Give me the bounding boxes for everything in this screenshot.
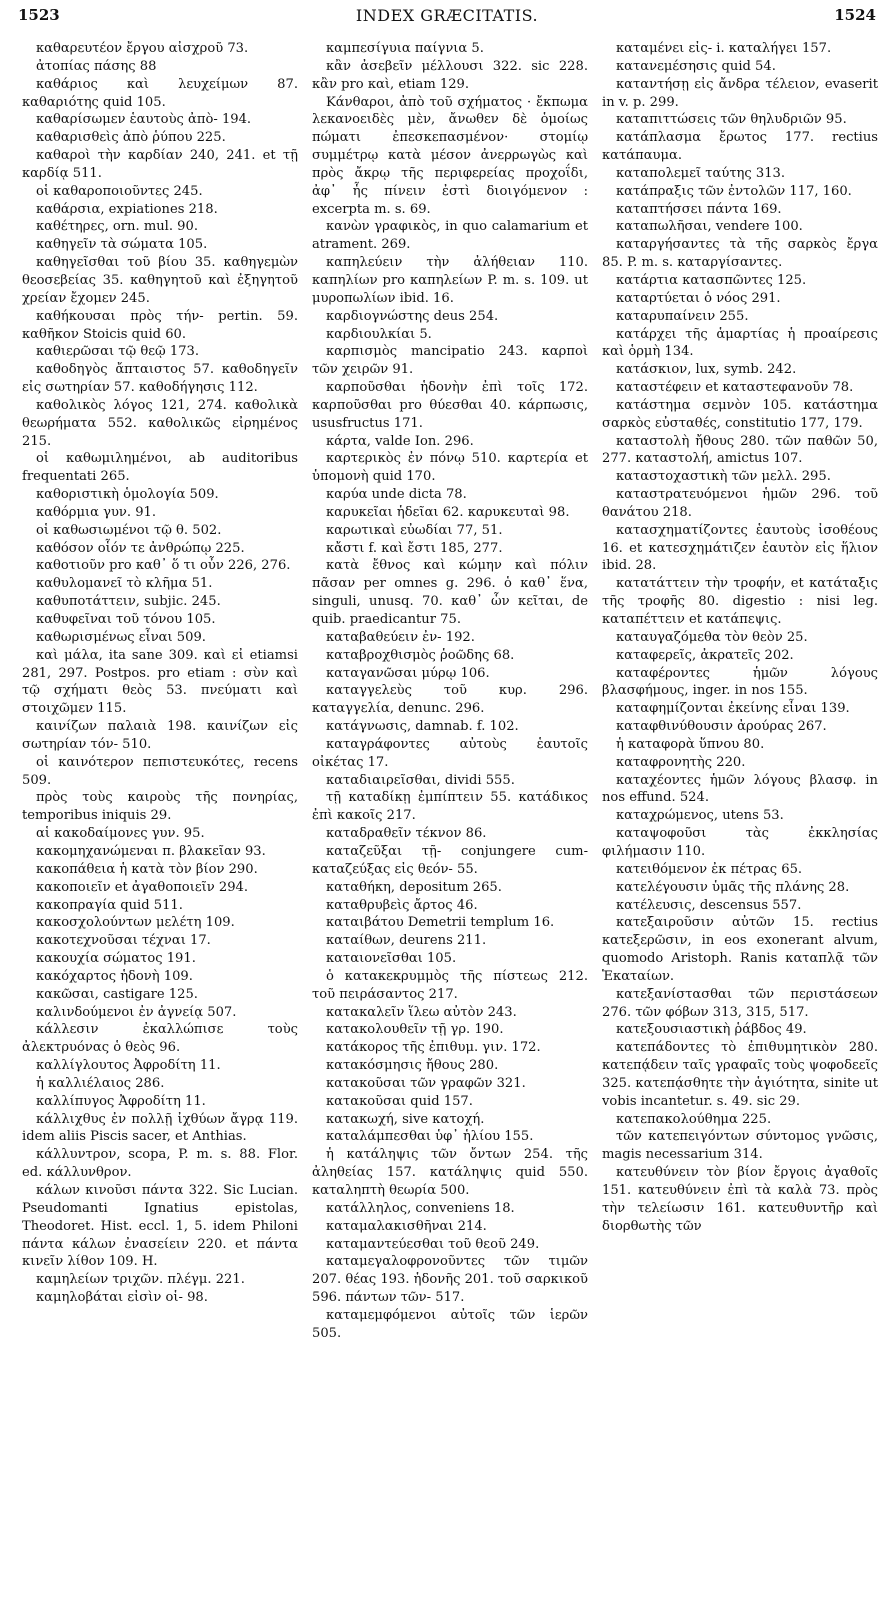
index-entry: ὁ κατακεκρυμμὸς τῆς πίστεως 212. τοῦ πειράσαντος 217. [312,968,588,1002]
index-entry: κατεπάδοντες τὸ ἐπιθυμητικὸν 280. κατεπᾴδειν ταῖς γραφαῖς τοὺς ψοφοδεεῖς 325. κατεπᾴσθητε τὴν ἁγιότητα, sinite ut vobis incantetur. s. 49. sic 29. [602,1040,878,1109]
index-entry: κατακοῦσαι τῶν γραφῶν 321. [326,1075,526,1091]
index-entry: κάρτα, valde Ion. 296. [326,433,474,449]
index-entry: κακοσχολούντων μελέτη 109. [36,915,235,931]
index-entry: τῶν κατεπειγόντων σύντομος γνῶσις, magis necessarium 314. [602,1129,878,1163]
index-entry: οἱ καθωσιωμένοι τῷ θ. 502. [36,522,222,538]
index-entry: καλλίγλουτος Ἀφροδίτη 11. [36,1058,221,1074]
index-entry: καταπολεμεῖ ταύτης 313. [616,165,786,181]
index-entry: ἡ κατάληψις τῶν ὄντων 254. τῆς ἀληθείας 157. κατάληψις quid 550. καταληπτὴ θεωρία 500. [312,1147,588,1198]
index-entry: καμηλοβάται εἰσὶν οἱ- 98. [36,1290,208,1306]
index-columns [22,40,878,1590]
index-entry: καταυγαζόμεθα τὸν θεὸν 25. [616,629,808,645]
index-entry: καταγανῶσαι μύρῳ 106. [326,665,490,681]
index-entry: καθηγεῖσθαι τοῦ βίου 35. καθηγεμὼν θεοσεβείας 35. καθηγητοῦ καὶ ἐξηγητοῦ χρείαν ἔχομεν 245. [22,255,298,306]
index-entry: καταπτήσσει πάντα 169. [616,201,782,217]
index-entry: καταστολὴ ἤθους 280. τῶν παθῶν 50, 277. καταστολή, amictus 107. [602,433,878,467]
index-entry: καθαρευτέον ἔργου αἰσχροῦ 73. [36,41,249,56]
index-entry: καταψοφοῦσι τὰς ἐκκλησίας φιλήμασιν 110. [602,826,878,859]
index-entry: καθιερῶσαι τῷ θεῷ 173. [36,344,200,360]
index-entry: κατάλληλος, conveniens 18. [326,1200,515,1216]
index-entry: καρδιογνώστης deus 254. [326,308,499,324]
index-entry: κατεπακολούθημα 225. [616,1111,772,1127]
index-entry: καπηλεύειν τὴν ἀλήθειαν 110. καπηλίων pro καπηλείων P. m. s. 109. ut μυροπωλίων ibid. 16. [312,255,588,306]
index-entry: καταδραθεῖν τέκνον 86. [326,826,487,842]
index-entry: κατακωχή, sive κατοχή. [326,1111,485,1127]
index-entry: καταλάμπεσθαι ὑφ᾽ ἡλίου 155. [326,1129,534,1145]
index-entry: καταφρονητὴς 220. [616,754,746,770]
index-entry: κάλων κινοῦσι πάντα 322. Sic Lucian. Pseudomanti Ignatius epistolas, Theodoret. Hist. eccl. 1, 5. idem Philoni πάντα κάλων ἐνασείειν 220. et πάντα κινεῖν λίθον 109. H. [22,1183,298,1270]
index-entry: κατέλευσις, descensus 557. [616,897,802,913]
index-entry: καθαρισθεὶς ἀπὸ ῥύπου 225. [36,130,226,146]
index-entry: καταρυπαίνειν 255. [616,308,749,324]
index-entry: καταστρατευόμενοι ἡμῶν 296. τοῦ θανάτου 218. [602,487,878,520]
index-entry: καταφερεῖς, ἀκρατεῖς 202. [616,647,794,663]
index-entry: καταπωλῆσαι, vendere 100. [616,219,803,235]
index-entry: κακοπραγία quid 511. [36,897,183,913]
index-entry: κακοποιεῖν et ἀγαθοποιεῖν 294. [36,879,249,895]
index-entry: κακομηχανώμεναι π. βλακεῖαν 93. [36,843,266,859]
index-entry: καταζεῦξαι τῇ- conjungere cum- καταζεύξας εἰς θεόν- 55. [312,843,588,877]
index-entry: καμπεσίγυια παίγνια 5. [326,41,484,56]
index-entry: καταφέροντες ἡμῶν λόγους βλασφήμους, inger. in nos 155. [602,665,878,699]
index-entry: κατάγνωσις, damnab. f. 102. [326,719,519,735]
index-entry: καθάριος καὶ λευχείμων 87. καθαριότης quid 105. [22,76,298,110]
index-entry: κακουχία σώματος 191. [36,951,196,967]
index-entry: κακοτεχνοῦσαι τέχναι 17. [36,933,211,949]
index-entry: ἡ καταφορὰ ὕπνου 80. [616,736,765,752]
index-entry: τῇ καταδίκῃ ἐμπίπτειν 55. κατάδικος ἐπὶ κακοῖς 217. [312,790,588,824]
index-entry: καταβαθεύειν ἐν- 192. [326,629,475,645]
index-entry: καὶ μάλα, ita sane 309. καὶ εἰ etiamsi 281, 297. Postpos. pro etiam : σὺν καὶ τῷ σχήματι θεὸς 53. πνεύματι καὶ στοιχῶμεν 115. [22,647,298,717]
index-entry: καθολικὸς λόγος 121, 274. καθολικὰ θεωρήματα 552. καθολικῶς εἰρημένος 215. [22,397,298,449]
index-entry: καινίζων παλαιὰ 198. καινίζων εἰς σωτηρίαν τόν- 510. [22,719,298,752]
index-entry: κατατάττειν τὴν τροφήν, et κατάταξις τῆς τροφῆς 80. digestio : nisi leg. καταπέττειν et κατάπεψις. [602,576,878,627]
index-entry: καταθήκη, depositum 265. [326,879,502,895]
index-entry: καρύα unde dicta 78. [326,487,467,503]
index-entry: ἡ καλλιέλαιος 286. [36,1075,165,1091]
index-entry: κατειθόμενον ἐκ πέτρας 65. [616,861,803,877]
index-entry: καταχέοντες ἡμῶν λόγους βλασφ. in nos effund. 524. [602,772,878,806]
index-entry: κατακολουθεῖν τῇ γρ. 190. [326,1022,504,1038]
index-entry: καταστέφειν et καταστεφανοῦν 78. [616,380,854,396]
index-entry: κακοπάθεια ἡ κατὰ τὸν βίον 290. [36,861,258,877]
page-number-left: 1523 [18,6,60,24]
index-entry: καθωρισμένως εἶναι 509. [36,629,206,645]
index-entry: καλινδούμενοι ἐν ἀγνείᾳ 507. [36,1004,237,1020]
page-number-right: 1524 [834,6,876,24]
index-entry: οἱ καθωμιλημένοι, ab auditoribus frequentati 265. [22,451,298,485]
index-entry: καμηλείων τριχῶν. πλέγμ. 221. [36,1272,245,1288]
index-entry: καταστοχαστικὴ τῶν μελλ. 295. [616,469,831,485]
index-entry: κατάπραξις τῶν ἐντολῶν 117, 160. [616,183,852,199]
index-entry: καλλίπυγος Ἀφροδίτη 11. [36,1093,206,1109]
index-entry: κατακοῦσαι quid 157. [326,1093,473,1109]
index-entry: καταντήσῃ εἰς ἄνδρα τέλειον, evaserit in v. p. 299. [602,76,878,110]
index-entry: κακῶσαι, castigare 125. [36,986,198,1002]
index-entry: κακόχαρτος ἡδονὴ 109. [36,968,193,984]
index-entry: καταφθινύθουσιν ἀρούρας 267. [616,719,827,735]
index-entry: καθοδηγὸς ἄπταιστος 57. καθοδηγεῖν εἰς σωτηρίαν 57. καθοδήγησις 112. [22,362,298,396]
index-entry: καταθρυβεὶς ἄρτος 46. [326,897,478,913]
index-entry: καθηγεῖν τὰ σώματα 105. [36,237,208,253]
index-entry: καταπιττώσεις τῶν θηλυδριῶν 95. [616,112,847,128]
index-entry: καταδιαιρεῖσθαι, dividi 555. [326,772,515,788]
index-entry: καρδιουλκίαι 5. [326,326,432,342]
index-entry: καρωτικαὶ εὐωδίαι 77, 51. [326,522,503,538]
index-entry: καταχρώμενος, utens 53. [616,808,784,824]
index-entry: καταρτύεται ὁ νόος 291. [616,290,781,306]
index-entry: κατελέγουσιν ὑμᾶς τῆς πλάνης 28. [616,879,850,895]
index-entry: καρποῦσθαι ἡδονὴν ἐπὶ τοῖς 172. καρποῦσθαι pro θύεσθαι 40. κάρπωσις, ususfructus 171. [312,380,588,431]
index-entry: κατεξουσιαστικὴ ῥάβδος 49. [616,1022,807,1038]
index-entry: κατακόσμησις ἤθους 280. [326,1058,499,1074]
index-entry: καθόσον οἷόν τε ἀνθρώπῳ 225. [36,540,245,556]
index-entry: καθήκουσαι πρὸς τήν- pertin. 59. καθῆκον Stoicis quid 60. [22,308,298,342]
index-entry: οἱ καινότερον πεπιστευκότες, recens 509. [22,754,298,788]
index-entry: καθυλομανεῖ τὸ κλῆμα 51. [36,576,213,592]
index-entry: καταμένει εἰς- i. καταλήγει 157. [616,41,832,56]
index-entry: κατάρτια κατασπῶντες 125. [616,272,807,288]
index-entry: καταμαλακισθῆναι 214. [326,1218,487,1234]
index-entry: κατανεμέσησις quid 54. [616,58,776,74]
index-entry: κἄστι f. καὶ ἔστι 185, 277. [326,540,503,556]
index-entry: καθαρίσωμεν ἑαυτοὺς ἀπὸ- 194. [36,112,252,128]
index-column-right [602,40,878,1590]
index-entry: κατάπλασμα ἔρωτος 177. rectius κατάπαυμα. [602,130,878,164]
index-entry: καθαροὶ τὴν καρδίαν 240, 241. et τῇ καρδίᾳ 511. [22,148,298,181]
index-entry: καταμαντεύεσθαι τοῦ θεοῦ 249. [326,1236,540,1252]
index-entry: καθοτιοῦν pro καθ᾽ ὅ τι οὖν 226, 276. [36,558,291,574]
index-entry: κάλλεσιν ἐκαλλώπισε τοὺς ἀλεκτρυόνας ὁ θεὸς 96. [22,1022,298,1056]
index-entry: καταβροχθισμὸς ῥοῶδης 68. [326,647,515,663]
index-column-left [22,40,298,1590]
index-entry: κατάσκιον, lux, symb. 242. [616,362,797,378]
index-entry: κατακαλεῖν ἵλεω αὐτὸν 243. [326,1004,517,1020]
index-entry: καθέτηρες, orn. mul. 90. [36,219,199,235]
index-entry: Κάνθαροι, ἀπὸ τοῦ σχήματος · ἔκπωμα λεκανοειδὲς μὲν, ἄνωθεν δὲ ὁμοίως πώματι ἐπεσκεπασμένον· στομίῳ συμμέτρῳ κατὰ μέσον ἀνερρωγὼς καὶ πρὸς ἄκρῳ τῆς περιφερείας προχοΐδι, ἀφ᾽ ἧς πίνειν ἐστὶ διοιγόμενον : excerpta m. s. 69. [312,94,588,217]
index-entry: καταίθων, deurens 211. [326,933,487,949]
index-column-middle [312,40,588,1590]
index-entry: καταιονεῖσθαι 105. [326,951,457,967]
index-entry: καταμεγαλοφρονοῦντες τῶν τιμῶν 207. θέας 193. ἡδονῆς 201. τοῦ σαρκικοῦ 596. πάντων τῶν- 517. [312,1254,588,1306]
index-entry: καταργήσαντες τὰ τῆς σαρκὸς ἔργα 85. P. m. s. καταργίσαντες. [602,237,878,271]
index-entry: κατάρχει τῆς ἁμαρτίας ἡ προαίρεσις καὶ ὁρμὴ 134. [602,326,878,360]
index-entry: κἂν ἀσεβεῖν μέλλουσι 322. sic 228. κἂν pro καὶ, etiam 129. [312,58,588,92]
index-entry: κατευθύνειν τὸν βίον ἔργοις ἀγαθοῖς 151. κατευθύνειν ἐπὶ τὰ καλὰ 73. πρὸς τὴν τελείωσιν 161. κατευθυντῆρ καὶ διορθωτὴς τῶν [602,1165,878,1234]
index-entry: καρυκεῖαι ἡδεῖαι 62. καρυκευταὶ 98. [326,504,570,520]
index-entry: ἀτοπίας πάσης 88 [36,58,157,74]
index-entry: καθυποτάττειν, subjic. 245. [36,594,221,610]
index-entry: καθόρμια γυν. 91. [36,504,157,520]
index-entry: αἱ κακοδαίμονες γυν. 95. [36,826,205,842]
index-entry: καταφημίζονται ἐκείνης εἶναι 139. [616,701,850,717]
index-entry: καθάρσια, expiationes 218. [36,201,218,217]
index-entry: κάλλιχθυς ἐν πολλῇ ἰχθύων ἄγρᾳ 119. idem aliis Piscis sacer, et Anthias. [22,1111,298,1145]
index-entry: κανὼν γραφικὸς, in quo calamarium et atrament. 269. [312,219,588,253]
index-entry: καθυφεῖναι τοῦ τόνου 105. [36,612,216,627]
index-entry: καρτερικὸς ἐν πόνῳ 510. καρτερία et ὑπομονὴ quid 170. [312,451,588,485]
index-entry: καρπισμὸς mancipatio 243. καρποὶ τῶν χειρῶν 91. [312,344,588,378]
index-entry: καταγγελεὺς τοῦ κυρ. 296. καταγγελία, denunc. 296. [312,683,588,717]
index-entry: καθοριστικὴ ὁμολογία 509. [36,487,219,503]
index-entry: πρὸς τοὺς καιροὺς τῆς πονηρίας, temporibus iniquis 29. [22,790,298,824]
index-entry: κατάστημα σεμνὸν 105. κατάστημα σαρκὸς εὐσταθές, constitutio 177, 179. [602,397,878,431]
index-entry: κατεξανίστασθαι τῶν περιστάσεων 276. τῶν φόβων 313, 315, 517. [602,986,878,1020]
page-title: INDEX GRÆCITATIS. [355,6,539,25]
index-entry: κατασχηματίζοντες ἑαυτοὺς ἰσοθέους 16. et κατεσχημάτιζεν ἑαυτὸν εἰς ἥλιον ibid. 28. [602,522,878,574]
index-entry: καταμεμφόμενοι αὐτοῖς τῶν ἱερῶν 505. [312,1307,588,1341]
index-entry: κατάκορος τῆς ἐπιθυμ. γιν. 172. [326,1040,541,1056]
index-entry: κατεξαιροῦσιν αὐτῶν 15. rectius κατεξερῶσιν, in eos exonerant alvum, quomodo Aristoph. Ranis καταπλᾷ τῶν Ἑκαταίων. [602,915,878,984]
index-entry: κάλλυντρον, scopa, P. m. s. 88. Flor. ed. κάλλυνθρον. [22,1147,298,1181]
page-header [18,6,876,32]
index-entry: κατὰ ἔθνος καὶ κώμην καὶ πόλιν πᾶσαν per omnes g. 296. ὁ καθ᾽ ἕνα, singuli, unusq. 70. καθ᾽ ὧν κεῖται, de quib. praedicantur 75. [312,558,588,627]
index-entry: καταιβάτου Demetrii templum 16. [326,915,555,931]
index-entry: οἱ καθαροποιοῦντες 245. [36,183,203,199]
index-entry: καταγράφοντες αὐτοὺς ἑαυτοῖς οἰκέτας 17. [312,736,588,770]
